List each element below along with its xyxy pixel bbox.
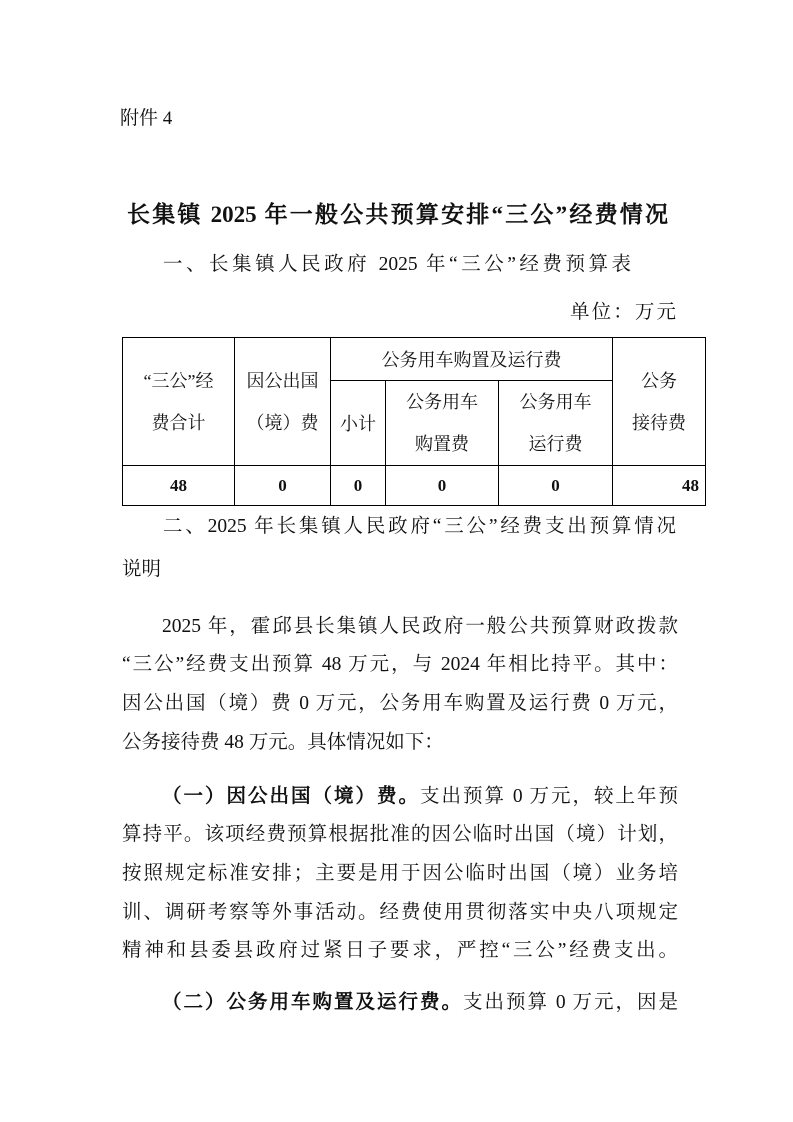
explanation-heading-cont: 说明 — [122, 559, 162, 580]
item-1-line: 训、调研考察等外事活动。经费使用贯彻落实中央八项规定 — [122, 902, 678, 923]
item-1-lead: （一）因公出国（境）费。 — [162, 786, 420, 807]
intro-line: 2025 年，霍邱县长集镇人民政府一般公共预算财政拨款 — [162, 616, 678, 637]
header-line: 费合计 — [151, 412, 206, 433]
table-row — [123, 466, 706, 506]
header-line: 公务用车 — [406, 392, 478, 412]
value-vehicle-operation: 0 — [499, 466, 613, 506]
intro-line: 公务接待费 48 万元。具体情况如下： — [122, 732, 444, 753]
header-cell-total — [123, 338, 235, 466]
attachment-label: 附件 4 — [120, 108, 173, 129]
value-abroad: 0 — [235, 466, 331, 506]
unit-label: 单位：万元 — [570, 302, 676, 323]
value-reception: 48 — [613, 466, 706, 506]
header-line: 公务 — [641, 370, 678, 391]
item-1-line: 精神和县委县政府过紧日子要求，严控“三公”经费支出。 — [122, 940, 678, 961]
item-1-first-line-rest: 支出预算 0 万元，较上年预 — [420, 786, 678, 807]
header-line: （境）费 — [246, 412, 319, 433]
header-line: 运行费 — [528, 434, 583, 454]
value-vehicle-subtotal: 0 — [331, 466, 386, 506]
document-title: 长集镇 2025 年一般公共预算安排“三公”经费情况 — [127, 202, 668, 227]
intro-line: “三公”经费支出预算 48 万元，与 2024 年相比持平。其中： — [122, 654, 678, 675]
value-total: 48 — [123, 466, 235, 506]
item-1-first-line — [162, 786, 678, 808]
header-cell-vehicle-purchase — [386, 381, 499, 466]
header-cell-vehicle-operation — [499, 381, 613, 466]
budget-table-heading: 一、长集镇人民政府 2025 年“三公”经费预算表 — [163, 254, 631, 275]
explanation-heading: 二、2025 年长集镇人民政府“三公”经费支出预算情况 — [163, 516, 676, 537]
header-cell-vehicle-subtotal: 小计 — [331, 381, 386, 466]
table-header-row — [123, 338, 706, 381]
header-line: 接待费 — [632, 412, 687, 433]
item-2-first-line — [162, 992, 678, 1014]
header-line: 公务用车 — [519, 392, 592, 412]
item-1-line: 按照规定标准安排；主要是用于因公临时出国（境）业务培 — [122, 863, 678, 884]
value-vehicle-purchase: 0 — [386, 466, 499, 506]
header-cell-abroad — [235, 338, 331, 466]
intro-line: 因公出国（境）费 0 万元，公务用车购置及运行费 0 万元， — [122, 693, 678, 714]
header-line: 购置费 — [415, 434, 469, 454]
header-line: “三公”经 — [143, 370, 214, 391]
item-1-line: 算持平。该项经费预算根据批准的因公临时出国（境）计划， — [122, 824, 678, 845]
header-cell-vehicle-group: 公务用车购置及运行费 — [331, 338, 613, 381]
item-2-lead: （二）公务用车购置及运行费。 — [162, 992, 463, 1013]
header-cell-reception — [613, 338, 706, 466]
header-line: 因公出国 — [246, 370, 319, 391]
budget-table — [122, 337, 706, 506]
item-2-first-line-rest: 支出预算 0 万元，因是 — [462, 992, 678, 1013]
